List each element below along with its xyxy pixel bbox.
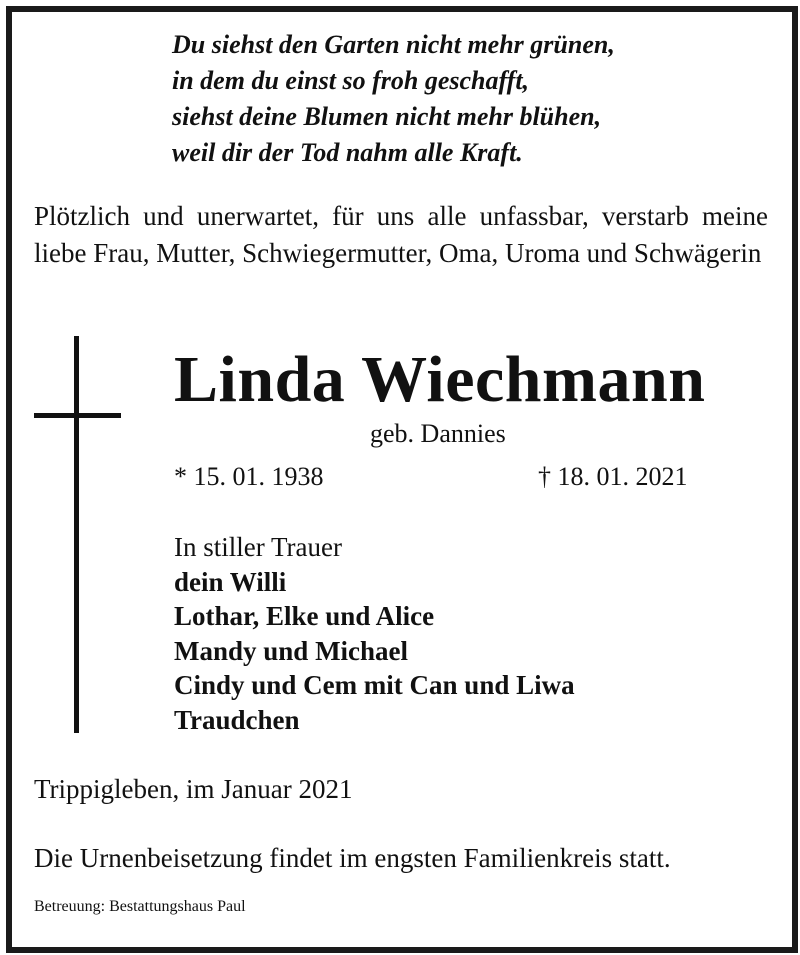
maiden-name: geb. Dannies (370, 419, 506, 448)
deceased-name: Linda Wiechmann (174, 343, 706, 416)
cross-icon-horizontal (34, 413, 121, 418)
mourner-name: Lothar, Elke und Alice (174, 601, 435, 631)
burial-note: Die Urnenbeisetzung findet im engsten Familienkreis statt. (34, 843, 671, 873)
poem-line: in dem du einst so froh geschafft, (172, 66, 530, 95)
cross-icon-vertical (74, 336, 79, 733)
death-date: † 18. 01. 2021 (538, 462, 688, 491)
mourning-heading: In stiller Trauer (174, 532, 342, 562)
birth-date: * 15. 01. 1938 (174, 462, 324, 491)
mourner-name: Mandy und Michael (174, 635, 409, 666)
poem-line: Du siehst den Garten nicht mehr grünen, (172, 30, 615, 59)
memorial-poem (172, 27, 615, 171)
mourner-name: dein Willi (174, 566, 287, 597)
mourners-block (174, 530, 575, 737)
mourner-name: Cindy und Cem mit Can und Liwa (174, 670, 575, 700)
care-note: Betreuung: Bestattungshaus Paul (34, 898, 246, 915)
poem-line: weil dir der Tod nahm alle Kraft. (172, 138, 523, 167)
poem-line: siehst deine Blumen nicht mehr blühen, (172, 102, 602, 131)
mourner-name: Traudchen (174, 704, 300, 735)
intro-text: Plötzlich und unerwartet, für uns alle unfassbar, verstarb meine liebe Frau, Mutter, Schwiegermutter, Oma, Uroma und Schwägerin (34, 201, 768, 268)
place-date: Trippigleben, im Januar 2021 (34, 774, 353, 804)
